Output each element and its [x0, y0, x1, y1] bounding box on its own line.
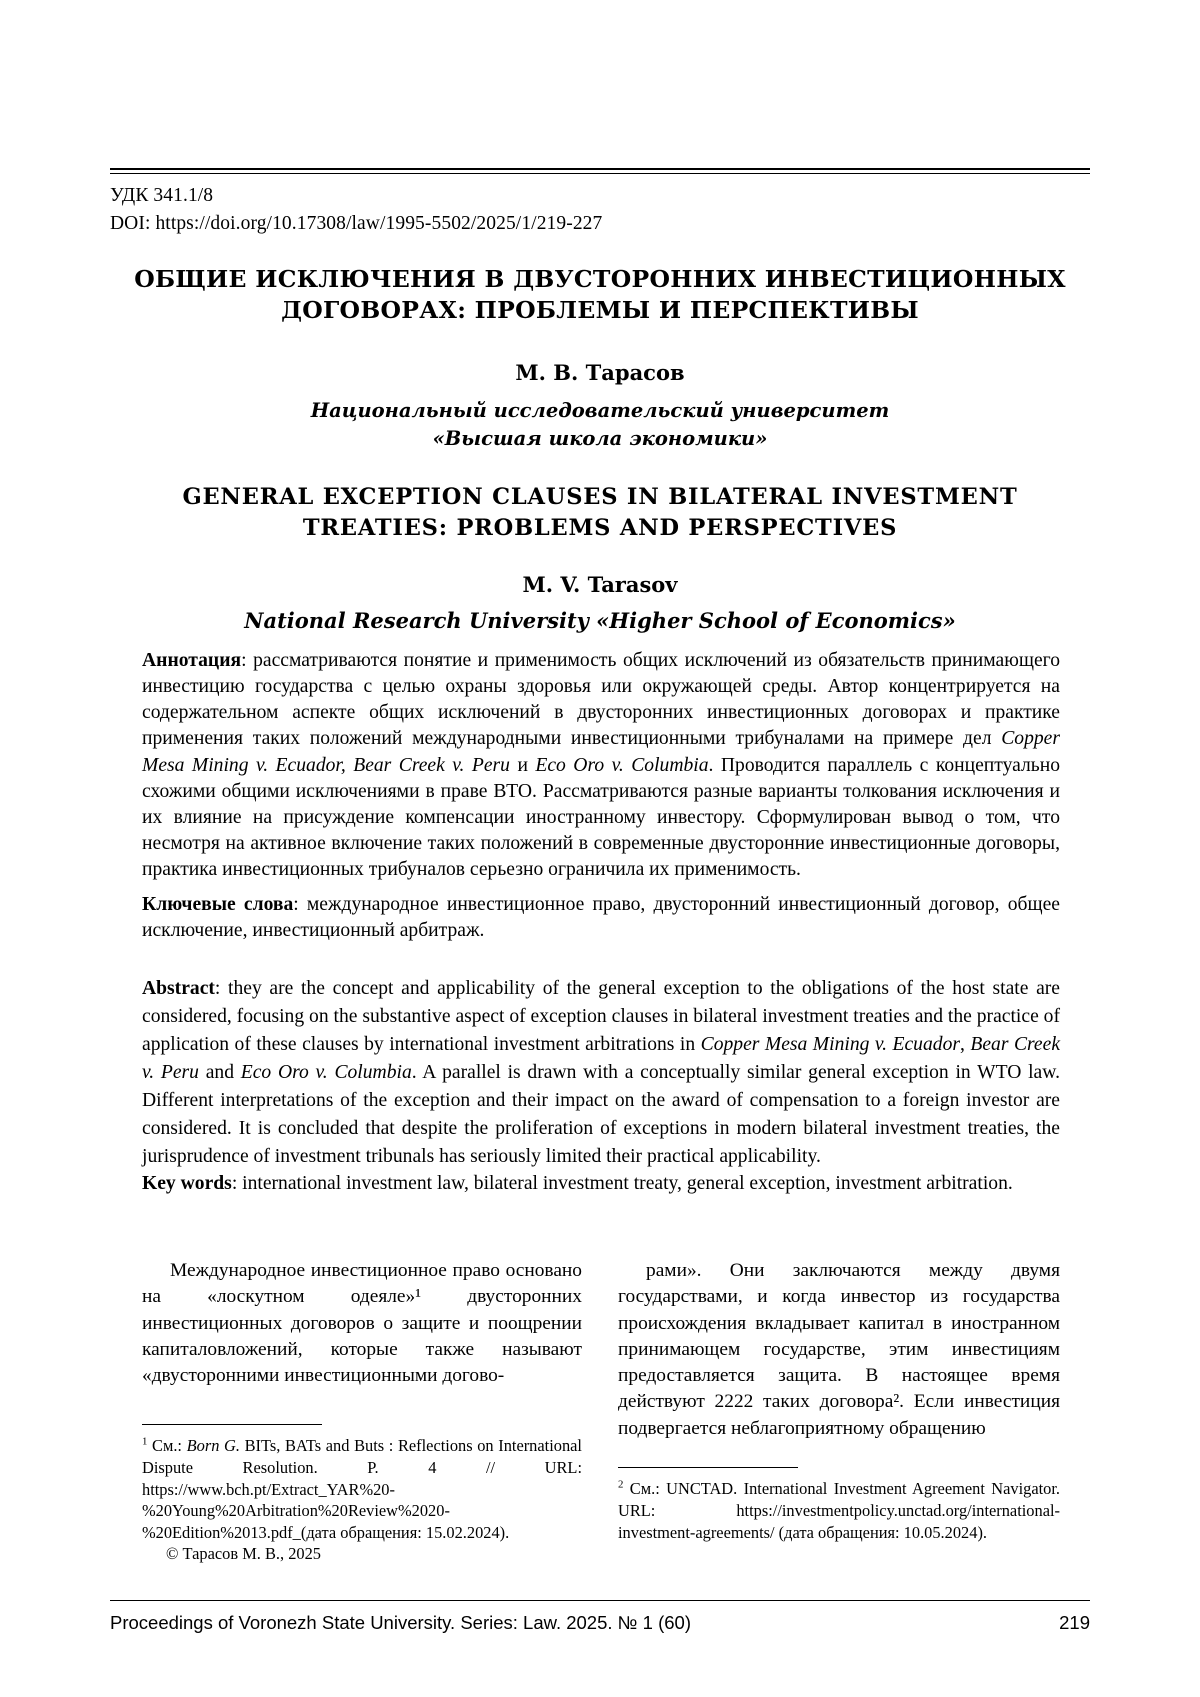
- keywords-russian-text: : международное инвестиционное право, двусторонний инвестиционный договор, общее исключение, инвестиционный арбитраж.: [142, 894, 1060, 942]
- author-russian: М. В. Тарасов: [515, 360, 685, 385]
- abstract-english-case-3: Eco Oro v. Columbia: [240, 1062, 412, 1084]
- affiliation-english: National Research University «Higher School of Economics»: [244, 608, 956, 633]
- footnote-right-marker: 2: [618, 1478, 624, 1491]
- abstract-russian-cases-2: Eco Oro v. Columbia: [535, 754, 709, 776]
- abstract-english-sep-2: and: [198, 1062, 241, 1084]
- keywords-russian-label: Ключевые слова: [142, 894, 294, 915]
- top-divider: [110, 168, 1090, 170]
- keywords-english: [142, 1170, 1060, 1198]
- footer-page-number: 219: [1059, 1612, 1090, 1633]
- abstract-english-case-1: Copper Mesa Mining v. Ecuador: [700, 1034, 960, 1056]
- abstract-english-sep-1: ,: [960, 1034, 971, 1056]
- title-russian: ОБЩИЕ ИСКЛЮЧЕНИЯ В ДВУСТОРОННИХ ИНВЕСТИЦИОННЫХ ДОГОВОРАХ: ПРОБЛЕМЫ И ПЕРСПЕКТИВЫ: [134, 265, 1066, 325]
- abstract-english-part1: : they are the concept and applicability of the general exception to the obligations of the host state are considered, focusing on the substantive aspect of exception clauses in bilateral investment treaties and the practice of application of these clauses by international investment arbitrations in: [142, 978, 1060, 1056]
- abstract-english-case-2: Bear Creek v. Peru: [142, 1034, 1061, 1084]
- footnote-left-marker: 1: [142, 1435, 148, 1448]
- abstract-russian-cases-1: Copper Mesa Mining v. Ecuador, Bear Creek v. Peru: [142, 728, 1060, 776]
- body-column-left: [142, 1258, 582, 1389]
- abstract-english-label: Abstract: [142, 978, 215, 999]
- footnote-rule-right: [618, 1467, 798, 1468]
- footnote-right: [618, 1478, 1060, 1543]
- footnote-left: [142, 1435, 582, 1544]
- affiliation-russian: [110, 397, 1090, 452]
- abstract-russian-conj: и: [509, 754, 536, 776]
- body-column-right: [618, 1258, 1060, 1442]
- copyright-line: © Тарасов М. В., 2025: [166, 1544, 321, 1563]
- udk-code: УДК 341.1/8: [110, 185, 214, 206]
- abstract-english: [142, 975, 1060, 1171]
- footer-journal-title: Proceedings of Voronezh State University. Series: Law. 2025. № 1 (60): [110, 1612, 691, 1633]
- article-page: [110, 0, 1090, 1697]
- article-meta: [110, 182, 602, 239]
- bottom-divider: [110, 1600, 1090, 1601]
- keywords-english-label: Key words: [142, 1173, 232, 1194]
- abstract-russian-part2: . Проводится параллель с концептуально схожими общими исключениями в праве ВТО. Рассматриваются разные варианты толкования исключения и их влияние на присуждение компенсации иностранному инвестору. Сформулирован вывод о том, что несмотря на активное включение таких положений в современные двусторонние инвестиционные договоры, практика инвестиционных трибуналов серьезно ограничила их применимость.: [142, 754, 1061, 881]
- affiliation-russian-line1: Национальный исследовательский университет: [310, 399, 890, 422]
- body-paragraph-right: рами». Они заключаются между двумя государствами, и когда инвестор из государства происхождения вкладывает капитал в иностранном принимающем государстве, этим инвестициям предоставляется защита. В настоящее время действуют 2222 таких договора². Если инвестиция подвергается неблагоприятному обращению: [618, 1260, 1060, 1439]
- body-paragraph-left: Международное инвестиционное право основано на «лоскутном одеяле»¹ двусторонних инвестиционных договоров о защите и поощрении капиталовложений, которые также называют «двусторонними инвестиционными догово-: [142, 1260, 582, 1387]
- abstract-english-part2: . A parallel is drawn with a conceptually similar general exception in WTO law. Different interpretations of the exception and their impact on the award of compensation to a foreign investor are considered. It is concluded that despite the proliferation of exceptions in modern bilateral investment treaties, the jurisprudence of investment tribunals has seriously limited their practical applicability.: [142, 1062, 1061, 1168]
- doi-link[interactable]: DOI: https://doi.org/10.17308/law/1995-5502/2025/1/219-227: [110, 213, 603, 235]
- keywords-russian: [142, 892, 1060, 944]
- author-english: M. V. Tarasov: [522, 572, 678, 597]
- affiliation-russian-line2: «Высшая школа экономики»: [432, 426, 768, 450]
- footnote-right-text: См.: UNCTAD. International Investment Agreement Navigator. URL: https://investmentpolicy.unctad.org/international-investment-agreements/ (дата обращения: 10.05.2024).: [618, 1479, 1060, 1542]
- footnote-left-text: BITs, BATs and Buts : Reflections on International Dispute Resolution. P. 4 // URL: https://www.bch.pt/Extract_YAR%20-%20Young%20Arbitration%20Review%2020-%20Edition%2013.pdf_(дата обращения: 15.02.2024).: [142, 1436, 582, 1543]
- footnote-left-author: Born G.: [186, 1436, 240, 1455]
- abstract-russian-label: Аннотация: [142, 650, 242, 671]
- abstract-russian: [142, 648, 1060, 883]
- footnote-left-prefix: См.:: [147, 1436, 187, 1455]
- keywords-english-text: : international investment law, bilateral investment treaty, general exception, investment arbitration.: [231, 1173, 1013, 1194]
- footnote-rule-left: [142, 1424, 322, 1425]
- title-english: GENERAL EXCEPTION CLAUSES IN BILATERAL INVESTMENT TREATIES: PROBLEMS AND PERSPECTIVES: [182, 484, 1018, 541]
- abstract-russian-part1: : рассматриваются понятие и применимость общих исключений из обязательств принимающего инвестицию государства с целью охраны здоровья или окружающей среды. Автор концентрируется на содержательном аспекте общих исключений в двусторонних инвестиционных договорах и практике применения таких положений международными инвестиционными трибуналами на примере дел: [142, 650, 1060, 750]
